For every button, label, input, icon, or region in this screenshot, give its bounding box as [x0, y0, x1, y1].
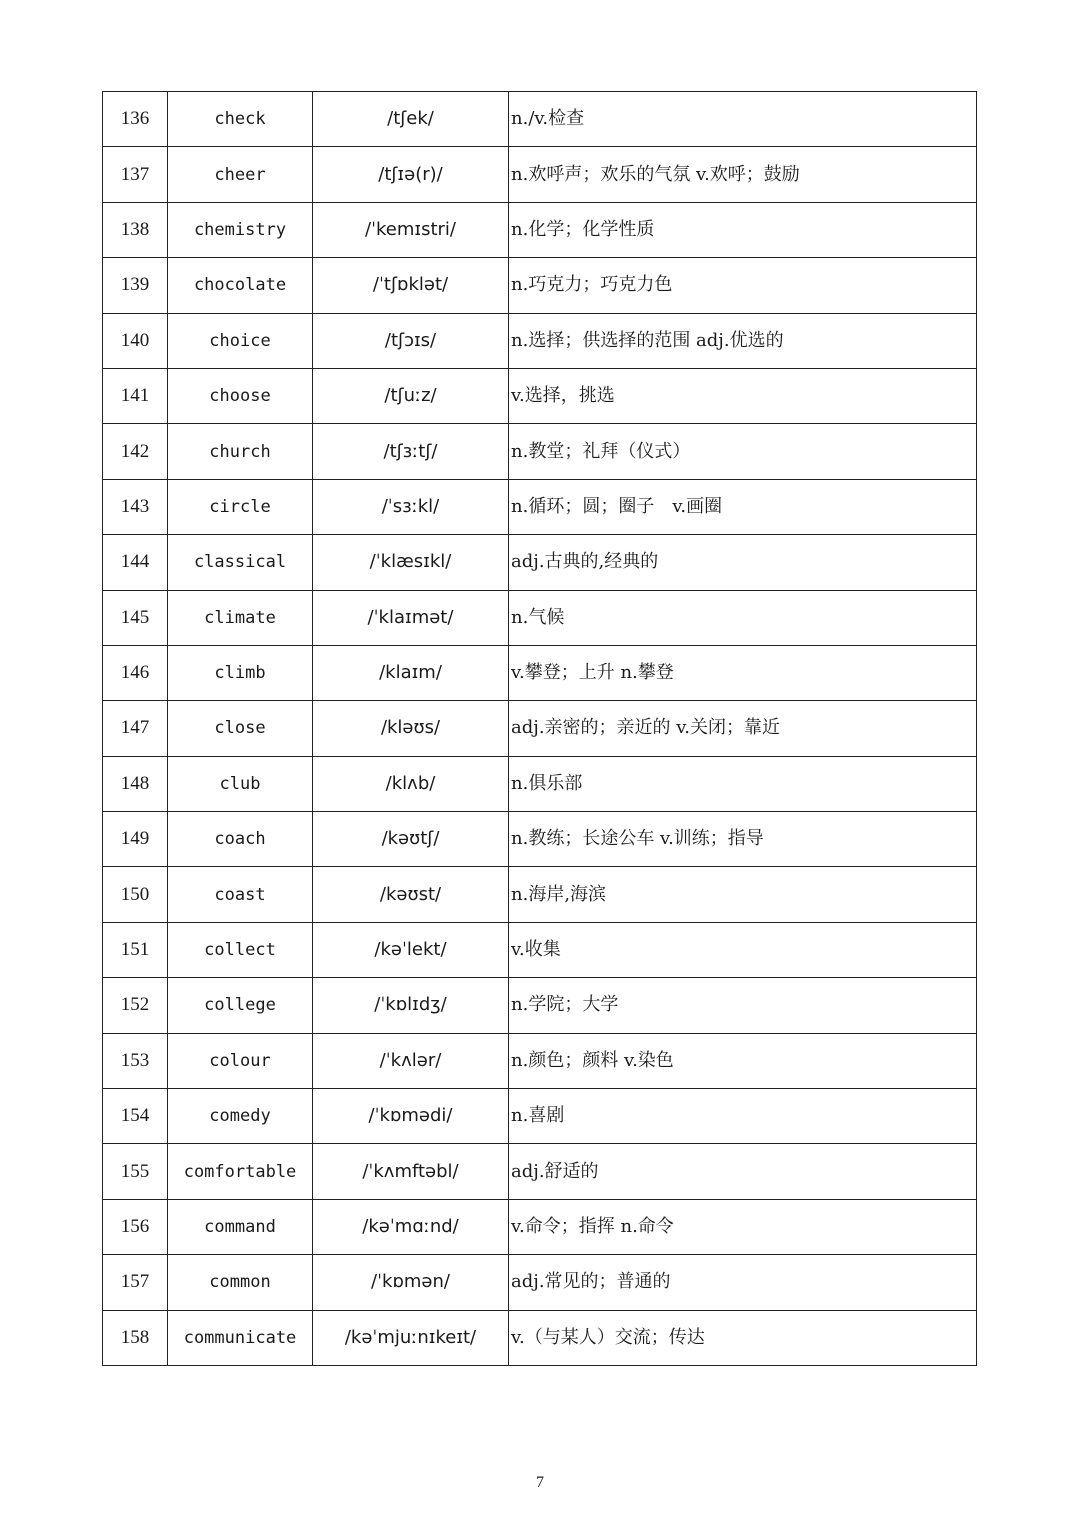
table-row	[103, 645, 977, 700]
entry-phonetic: /tʃek/	[313, 92, 509, 147]
entry-number: 151	[103, 922, 168, 977]
entry-definition: n.颜色；颜料 v.染色	[509, 1033, 977, 1088]
entry-phonetic: /ˈklæsɪkl/	[313, 535, 509, 590]
entry-number: 146	[103, 645, 168, 700]
entry-number: 145	[103, 590, 168, 645]
table-row	[103, 424, 977, 479]
entry-word: comedy	[168, 1089, 313, 1144]
entry-definition: n.教练；长途公车 v.训练；指导	[509, 812, 977, 867]
entry-number: 140	[103, 313, 168, 368]
entry-phonetic: /ˈklaɪmət/	[313, 590, 509, 645]
entry-definition: n.巧克力；巧克力色	[509, 258, 977, 313]
entry-number: 149	[103, 812, 168, 867]
entry-definition: n./v.检查	[509, 92, 977, 147]
entry-definition: n.教堂；礼拜（仪式）	[509, 424, 977, 479]
entry-word: circle	[168, 479, 313, 534]
entry-phonetic: /kəʊst/	[313, 867, 509, 922]
entry-phonetic: /tʃuːz/	[313, 368, 509, 423]
table-row	[103, 1199, 977, 1254]
table-row	[103, 922, 977, 977]
entry-number: 142	[103, 424, 168, 479]
table-row	[103, 1144, 977, 1199]
table-row	[103, 258, 977, 313]
entry-phonetic: /ˈkemɪstri/	[313, 202, 509, 257]
entry-phonetic: /tʃɔɪs/	[313, 313, 509, 368]
entry-phonetic: /ˈsɜːkl/	[313, 479, 509, 534]
entry-definition: n.海岸,海滨	[509, 867, 977, 922]
entry-number: 136	[103, 92, 168, 147]
entry-definition: adj.舒适的	[509, 1144, 977, 1199]
entry-phonetic: /kəˈmjuːnɪkeɪt/	[313, 1310, 509, 1365]
entry-phonetic: /kəˈlekt/	[313, 922, 509, 977]
entry-number: 155	[103, 1144, 168, 1199]
entry-phonetic: /tʃɪə(r)/	[313, 147, 509, 202]
table-row	[103, 147, 977, 202]
entry-number: 144	[103, 535, 168, 590]
entry-word: communicate	[168, 1310, 313, 1365]
table-row	[103, 1310, 977, 1365]
entry-word: choice	[168, 313, 313, 368]
entry-word: coach	[168, 812, 313, 867]
entry-phonetic: /ˈkɒmədi/	[313, 1089, 509, 1144]
entry-definition: v.选择，挑选	[509, 368, 977, 423]
entry-definition: n.选择；供选择的范围 adj.优选的	[509, 313, 977, 368]
table-row	[103, 978, 977, 1033]
table-row	[103, 368, 977, 423]
entry-definition: v.收集	[509, 922, 977, 977]
table-row	[103, 479, 977, 534]
table-row	[103, 590, 977, 645]
entry-word: chocolate	[168, 258, 313, 313]
entry-number: 150	[103, 867, 168, 922]
entry-definition: adj.古典的,经典的	[509, 535, 977, 590]
entry-word: classical	[168, 535, 313, 590]
entry-word: comfortable	[168, 1144, 313, 1199]
entry-word: climate	[168, 590, 313, 645]
entry-word: club	[168, 756, 313, 811]
entry-number: 153	[103, 1033, 168, 1088]
entry-phonetic: /ˈkʌlər/	[313, 1033, 509, 1088]
table-row	[103, 756, 977, 811]
entry-word: coast	[168, 867, 313, 922]
entry-definition: n.俱乐部	[509, 756, 977, 811]
entry-word: colour	[168, 1033, 313, 1088]
entry-number: 156	[103, 1199, 168, 1254]
entry-phonetic: /kəʊtʃ/	[313, 812, 509, 867]
entry-word: church	[168, 424, 313, 479]
entry-word: common	[168, 1255, 313, 1310]
table-row	[103, 867, 977, 922]
entry-number: 147	[103, 701, 168, 756]
entry-number: 148	[103, 756, 168, 811]
entry-phonetic: /ˈtʃɒklət/	[313, 258, 509, 313]
table-row	[103, 92, 977, 147]
entry-definition: n.喜剧	[509, 1089, 977, 1144]
entry-phonetic: /ˈkɒlɪdʒ/	[313, 978, 509, 1033]
entry-word: command	[168, 1199, 313, 1254]
entry-definition: v.攀登；上升 n.攀登	[509, 645, 977, 700]
table-row	[103, 1255, 977, 1310]
entry-number: 152	[103, 978, 168, 1033]
entry-definition: n.循环；圆；圈子 v.画圈	[509, 479, 977, 534]
entry-definition: v.命令；指挥 n.命令	[509, 1199, 977, 1254]
entry-word: collect	[168, 922, 313, 977]
entry-word: climb	[168, 645, 313, 700]
table-row	[103, 812, 977, 867]
table-row	[103, 202, 977, 257]
table-row	[103, 701, 977, 756]
entry-word: chemistry	[168, 202, 313, 257]
entry-definition: adj.亲密的；亲近的 v.关闭；靠近	[509, 701, 977, 756]
table-row	[103, 1033, 977, 1088]
vocabulary-table-body	[103, 92, 977, 1366]
table-row	[103, 313, 977, 368]
entry-word: cheer	[168, 147, 313, 202]
entry-definition: n.学院；大学	[509, 978, 977, 1033]
entry-phonetic: /ˈkɒmən/	[313, 1255, 509, 1310]
page-number: 7	[536, 1474, 544, 1491]
entry-definition: n.化学；化学性质	[509, 202, 977, 257]
entry-word: close	[168, 701, 313, 756]
entry-number: 143	[103, 479, 168, 534]
entry-number: 157	[103, 1255, 168, 1310]
entry-number: 141	[103, 368, 168, 423]
entry-definition: adj.常见的；普通的	[509, 1255, 977, 1310]
table-row	[103, 1089, 977, 1144]
entry-phonetic: /klaɪm/	[313, 645, 509, 700]
entry-phonetic: /kəˈmɑːnd/	[313, 1199, 509, 1254]
vocabulary-table	[102, 91, 977, 1366]
entry-number: 137	[103, 147, 168, 202]
entry-definition: n.气候	[509, 590, 977, 645]
entry-definition: v.（与某人）交流；传达	[509, 1310, 977, 1365]
entry-word: choose	[168, 368, 313, 423]
entry-word: check	[168, 92, 313, 147]
entry-definition: n.欢呼声；欢乐的气氛 v.欢呼；鼓励	[509, 147, 977, 202]
entry-number: 138	[103, 202, 168, 257]
entry-phonetic: /ˈkʌmftəbl/	[313, 1144, 509, 1199]
entry-phonetic: /kləʊs/	[313, 701, 509, 756]
entry-number: 158	[103, 1310, 168, 1365]
entry-phonetic: /klʌb/	[313, 756, 509, 811]
entry-phonetic: /tʃɜːtʃ/	[313, 424, 509, 479]
table-row	[103, 535, 977, 590]
entry-number: 139	[103, 258, 168, 313]
entry-number: 154	[103, 1089, 168, 1144]
entry-word: college	[168, 978, 313, 1033]
